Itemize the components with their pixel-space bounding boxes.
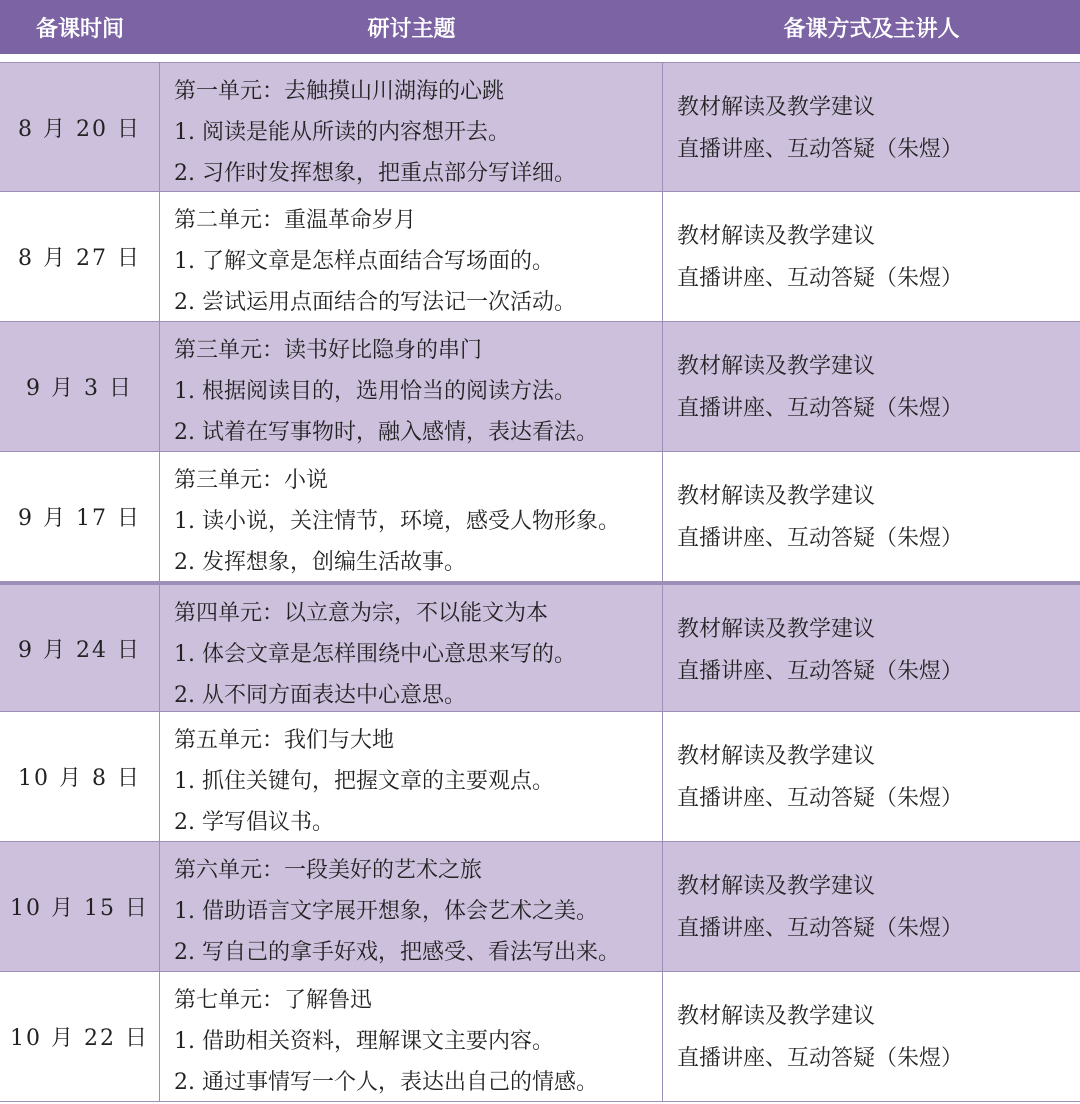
topic-point-2: 2. 写自己的拿手好戏，把感受、看法写出来。 — [174, 940, 620, 965]
row-topic — [160, 322, 663, 451]
topic-point-2: 2. 尝试运用点面结合的写法记一次活动。 — [174, 290, 576, 315]
unit-title: 第三单元：小说 — [174, 468, 329, 493]
unit-title: 第五单元：我们与大地 — [174, 728, 395, 753]
topic-point-2: 2. 学写倡议书。 — [174, 810, 334, 835]
row-method — [663, 63, 1080, 191]
row-topic — [160, 972, 663, 1101]
unit-title: 第三单元：读书好比隐身的串门 — [174, 338, 483, 363]
topic-point-2: 2. 试着在写事物时，融入感情，表达看法。 — [174, 420, 598, 445]
unit-title: 第七单元：了解鲁迅 — [174, 988, 373, 1013]
table-row — [0, 842, 1080, 972]
topic-point-1: 1. 借助语言文字展开想象，体会艺术之美。 — [174, 899, 598, 924]
row-method — [663, 452, 1080, 581]
row-method — [663, 585, 1080, 711]
topic-point-2: 2. 习作时发挥想象，把重点部分写详细。 — [174, 161, 576, 186]
method-line-2: 直播讲座、互动答疑（朱煜） — [677, 266, 964, 291]
method-line-2: 直播讲座、互动答疑（朱煜） — [677, 916, 964, 941]
topic-point-1: 1. 阅读是能从所读的内容想开去。 — [174, 120, 510, 145]
topic-point-1: 1. 了解文章是怎样点面结合写场面的。 — [174, 249, 554, 274]
header-date: 备课时间 — [35, 16, 124, 42]
table-body — [0, 62, 1080, 1102]
table-row — [0, 322, 1080, 452]
topic-point-2: 2. 通过事情写一个人，表达出自己的情感。 — [174, 1070, 598, 1095]
method-line-1: 教材解读及教学建议 — [677, 617, 876, 642]
topic-point-2: 2. 从不同方面表达中心意思。 — [174, 683, 466, 708]
row-date: 9 月 3 日 — [0, 322, 160, 451]
topic-point-1: 1. 抓住关键句，把握文章的主要观点。 — [174, 769, 554, 794]
method-line-1: 教材解读及教学建议 — [677, 224, 876, 249]
unit-title: 第四单元：以立意为宗，不以能文为本 — [174, 601, 549, 626]
method-line-2: 直播讲座、互动答疑（朱煜） — [677, 1046, 964, 1071]
row-method — [663, 842, 1080, 971]
row-topic — [160, 63, 663, 191]
row-topic — [160, 192, 663, 321]
header-topic: 研讨主题 — [367, 16, 456, 42]
row-method — [663, 322, 1080, 451]
row-date: 10 月 15 日 — [0, 842, 160, 971]
row-topic — [160, 712, 663, 841]
row-date: 10 月 8 日 — [0, 712, 160, 841]
topic-point-1: 1. 借助相关资料，理解课文主要内容。 — [174, 1029, 554, 1054]
table-header — [0, 0, 1080, 54]
method-line-1: 教材解读及教学建议 — [677, 95, 876, 120]
method-line-1: 教材解读及教学建议 — [677, 354, 876, 379]
method-line-2: 直播讲座、互动答疑（朱煜） — [677, 526, 964, 551]
unit-title: 第六单元：一段美好的艺术之旅 — [174, 858, 483, 883]
topic-point-1: 1. 读小说，关注情节，环境，感受人物形象。 — [174, 509, 620, 534]
row-method — [663, 712, 1080, 841]
table-row — [0, 972, 1080, 1102]
table-row — [0, 582, 1080, 712]
topic-point-1: 1. 根据阅读目的，选用恰当的阅读方法。 — [174, 379, 576, 404]
row-topic — [160, 842, 663, 971]
table-row — [0, 192, 1080, 322]
table-row — [0, 62, 1080, 192]
row-date: 10 月 22 日 — [0, 972, 160, 1101]
topic-point-2: 2. 发挥想象，创编生活故事。 — [174, 550, 466, 575]
row-date: 8 月 27 日 — [0, 192, 160, 321]
method-line-2: 直播讲座、互动答疑（朱煜） — [677, 137, 964, 162]
method-line-2: 直播讲座、互动答疑（朱煜） — [677, 786, 964, 811]
unit-title: 第二单元：重温革命岁月 — [174, 208, 417, 233]
table-row — [0, 452, 1080, 582]
method-line-1: 教材解读及教学建议 — [677, 484, 876, 509]
method-line-1: 教材解读及教学建议 — [677, 744, 876, 769]
row-date: 9 月 24 日 — [0, 585, 160, 711]
row-date: 9 月 17 日 — [0, 452, 160, 581]
method-line-1: 教材解读及教学建议 — [677, 874, 876, 899]
unit-title: 第一单元：去触摸山川湖海的心跳 — [174, 79, 505, 104]
method-line-1: 教材解读及教学建议 — [677, 1004, 876, 1029]
row-date: 8 月 20 日 — [0, 63, 160, 191]
row-method — [663, 192, 1080, 321]
method-line-2: 直播讲座、互动答疑（朱煜） — [677, 396, 964, 421]
method-line-2: 直播讲座、互动答疑（朱煜） — [677, 659, 964, 684]
row-topic — [160, 452, 663, 581]
table-row — [0, 712, 1080, 842]
row-method — [663, 972, 1080, 1101]
header-method: 备课方式及主讲人 — [783, 16, 960, 42]
row-topic — [160, 585, 663, 711]
topic-point-1: 1. 体会文章是怎样围绕中心意思来写的。 — [174, 642, 576, 667]
